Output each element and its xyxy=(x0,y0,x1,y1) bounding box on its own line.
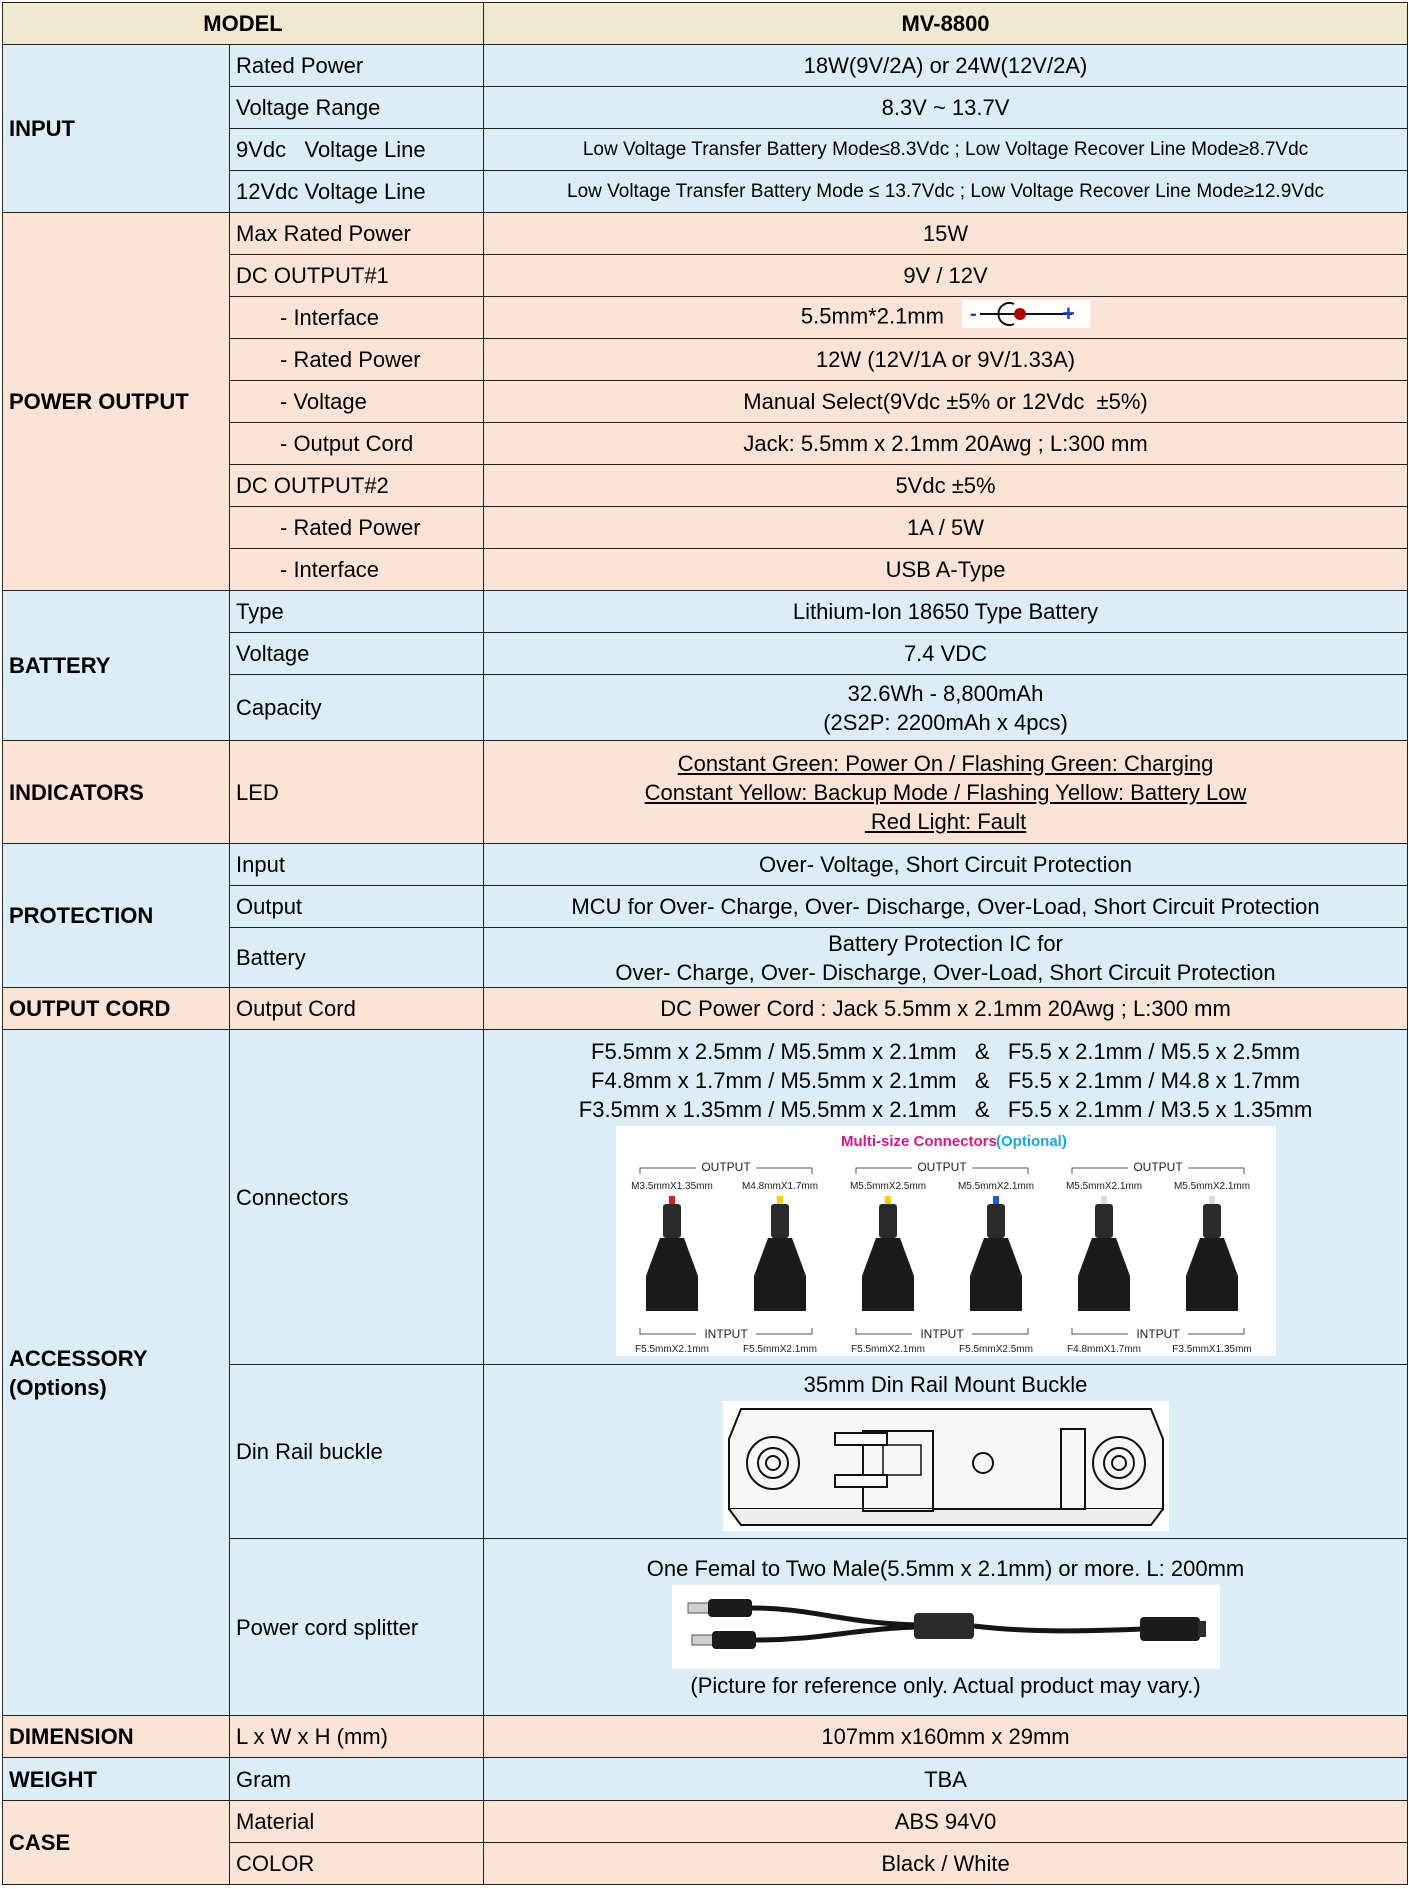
row-value: 15W xyxy=(484,213,1408,255)
connector-base-label: F3.5mmX1.35mm xyxy=(1171,1343,1252,1355)
input-label: INTPUT xyxy=(919,1326,964,1341)
table-row xyxy=(3,1758,1408,1801)
row-value: USB A-Type xyxy=(484,549,1408,591)
category-case: CASE xyxy=(3,1801,230,1885)
input-label: INTPUT xyxy=(1135,1326,1180,1341)
row-key: Output xyxy=(230,886,484,928)
row-value xyxy=(484,1365,1408,1539)
row-value: 18W(9V/2A) or 24W(12V/2A) xyxy=(484,45,1408,87)
row-key: 12Vdc Voltage Line xyxy=(230,171,484,213)
row-value: Over- Voltage, Short Circuit Protection xyxy=(484,844,1408,886)
category-indicators: INDICATORS xyxy=(3,741,230,844)
connector-body xyxy=(1095,1204,1113,1238)
row-key: L x W x H (mm) xyxy=(230,1716,484,1758)
row-key: Connectors xyxy=(230,1030,484,1365)
row-value: 7.4 VDC xyxy=(484,633,1408,675)
splitter-caption: One Femal to Two Male(5.5mm x 2.1mm) or more. L: 200mm xyxy=(646,1556,1245,1581)
model-value: MV-8800 xyxy=(484,3,1408,45)
connector-tip-label: M5.5mmX2.1mm xyxy=(1173,1180,1250,1192)
table-row xyxy=(3,1801,1408,1843)
output-label: OUTPUT xyxy=(1132,1159,1183,1174)
row-key: Din Rail buckle xyxy=(230,1365,484,1539)
category-protection: PROTECTION xyxy=(3,844,230,988)
category-power-output: POWER OUTPUT xyxy=(3,213,230,591)
din-rail-buckle-image xyxy=(723,1401,1169,1531)
row-key: Gram xyxy=(230,1758,484,1801)
row-key: Type xyxy=(230,591,484,633)
category-weight: WEIGHT xyxy=(3,1758,230,1801)
connector-body xyxy=(987,1204,1005,1238)
row-value xyxy=(484,675,1408,741)
row-key: Max Rated Power xyxy=(230,213,484,255)
row-value xyxy=(484,297,1408,339)
row-value: 5Vdc ±5% xyxy=(484,465,1408,507)
multi-size-connectors-image xyxy=(616,1126,1276,1356)
svg-text:+: + xyxy=(1062,301,1075,326)
connector-body xyxy=(663,1204,681,1238)
table-row xyxy=(3,1030,1408,1365)
row-value: Low Voltage Transfer Battery Mode≤8.3Vdc ; Low Voltage Recover Line Mode≥8.7Vdc xyxy=(484,129,1408,171)
row-key: Rated Power xyxy=(230,45,484,87)
led-line: Constant Yellow: Backup Mode / Flashing Yellow: Battery Low xyxy=(644,779,1247,805)
row-value xyxy=(484,1539,1408,1716)
connector-tip-label: M5.5mmX2.1mm xyxy=(1065,1180,1142,1192)
row-key: - Output Cord xyxy=(230,423,484,465)
category-dimension: DIMENSION xyxy=(3,1716,230,1758)
row-key: Output Cord xyxy=(230,988,484,1030)
table-row xyxy=(3,988,1408,1030)
row-key: Battery xyxy=(230,928,484,988)
connector-base-label: F5.5mmX2.5mm xyxy=(958,1343,1033,1355)
connector-body xyxy=(1203,1204,1221,1238)
led-line: Constant Green: Power On / Flashing Green: Charging xyxy=(677,750,1214,776)
connector-body xyxy=(771,1204,789,1238)
row-value: MCU for Over- Charge, Over- Discharge, Over-Load, Short Circuit Protection xyxy=(484,886,1408,928)
row-key: 9Vdc Voltage Line xyxy=(230,129,484,171)
category-battery: BATTERY xyxy=(3,591,230,741)
model-label: MODEL xyxy=(3,3,484,45)
output-label: OUTPUT xyxy=(700,1159,751,1174)
row-key: COLOR xyxy=(230,1843,484,1885)
connector-line: F4.8mm x 1.7mm / M5.5mm x 2.1mm & F5.5 x 2.1mm / M4.8 x 1.7mm xyxy=(591,1067,1301,1093)
connector-tip-label: M4.8mmX1.7mm xyxy=(741,1180,818,1192)
spec-table xyxy=(2,2,1408,1885)
connector-base-label: F4.8mmX1.7mm xyxy=(1066,1343,1141,1355)
row-value: DC Power Cord : Jack 5.5mm x 2.1mm 20Awg ; L:300 mm xyxy=(484,988,1408,1030)
connector-tip-label: M5.5mmX2.5mm xyxy=(849,1180,926,1192)
accessory-label: ACCESSORY xyxy=(9,1345,148,1371)
row-value: 9V / 12V xyxy=(484,255,1408,297)
din-rail-caption: 35mm Din Rail Mount Buckle xyxy=(803,1372,1088,1397)
row-key: - Interface xyxy=(230,297,484,339)
table-row xyxy=(3,844,1408,886)
row-value: Low Voltage Transfer Battery Mode ≤ 13.7Vdc ; Low Voltage Recover Line Mode≥12.9Vdc xyxy=(484,171,1408,213)
dc-polarity-icon xyxy=(962,300,1090,335)
category-accessory xyxy=(3,1030,230,1716)
row-value xyxy=(484,741,1408,844)
row-key: Power cord splitter xyxy=(230,1539,484,1716)
output-label: OUTPUT xyxy=(916,1159,967,1174)
table-row xyxy=(3,591,1408,633)
input-label: INTPUT xyxy=(703,1326,748,1341)
table-row xyxy=(3,213,1408,255)
row-value xyxy=(484,1030,1408,1365)
connector-base-label: F5.5mmX2.1mm xyxy=(634,1343,709,1355)
table-row xyxy=(3,1716,1408,1758)
led-line: Red Light: Fault xyxy=(864,808,1027,834)
row-value: ABS 94V0 xyxy=(484,1801,1408,1843)
accessory-sublabel: (Options) xyxy=(9,1374,107,1400)
row-key: DC OUTPUT#2 xyxy=(230,465,484,507)
row-value: Black / White xyxy=(484,1843,1408,1885)
row-value: Lithium-Ion 18650 Type Battery xyxy=(484,591,1408,633)
category-input: INPUT xyxy=(3,45,230,213)
row-key: Input xyxy=(230,844,484,886)
row-key: Capacity xyxy=(230,675,484,741)
connector-tip-label: M3.5mmX1.35mm xyxy=(630,1180,713,1192)
header-row xyxy=(3,3,1408,45)
connector-line: F5.5mm x 2.5mm / M5.5mm x 2.1mm & F5.5 x 2.1mm / M5.5 x 2.5mm xyxy=(591,1038,1301,1064)
row-key: - Rated Power xyxy=(230,507,484,549)
row-key: - Interface xyxy=(230,549,484,591)
row-key: Material xyxy=(230,1801,484,1843)
row-value: 107mm x160mm x 29mm xyxy=(484,1716,1408,1758)
row-value: TBA xyxy=(484,1758,1408,1801)
capacity-line: (2S2P: 2200mAh x 4pcs) xyxy=(823,709,1068,735)
capacity-line: 32.6Wh - 8,800mAh xyxy=(847,680,1044,706)
row-key: - Rated Power xyxy=(230,339,484,381)
row-key: Voltage xyxy=(230,633,484,675)
row-key: DC OUTPUT#1 xyxy=(230,255,484,297)
row-key: LED xyxy=(230,741,484,844)
svg-text:-: - xyxy=(970,303,977,325)
protection-line: Over- Charge, Over- Discharge, Over-Load, Short Circuit Protection xyxy=(615,959,1276,985)
row-key: Voltage Range xyxy=(230,87,484,129)
row-value: Jack: 5.5mm x 2.1mm 20Awg ; L:300 mm xyxy=(484,423,1408,465)
row-key: - Voltage xyxy=(230,381,484,423)
table-row xyxy=(3,45,1408,87)
connector-body xyxy=(879,1204,897,1238)
connector-line: F3.5mm x 1.35mm / M5.5mm x 2.1mm & F5.5 x 2.1mm / M3.5 x 1.35mm xyxy=(578,1096,1313,1122)
row-value: 1A / 5W xyxy=(484,507,1408,549)
connector-base-label: F5.5mmX2.1mm xyxy=(850,1343,925,1355)
protection-line: Battery Protection IC for xyxy=(828,930,1063,956)
connector-base-label: F5.5mmX2.1mm xyxy=(742,1343,817,1355)
connectors-image-title: Multi-size Connectors xyxy=(840,1132,997,1150)
power-cord-splitter-image xyxy=(672,1585,1220,1669)
table-row xyxy=(3,741,1408,844)
category-output-cord: OUTPUT CORD xyxy=(3,988,230,1030)
connector-tip-label: M5.5mmX2.1mm xyxy=(957,1180,1034,1192)
row-value: 8.3V ~ 13.7V xyxy=(484,87,1408,129)
row-value: Manual Select(9Vdc ±5% or 12Vdc ±5%) xyxy=(484,381,1408,423)
row-value xyxy=(484,928,1408,988)
interface-value: 5.5mm*2.1mm xyxy=(800,303,944,329)
row-value: 12W (12V/1A or 9V/1.33A) xyxy=(484,339,1408,381)
connectors-image-optional: (Optional) xyxy=(995,1132,1067,1150)
splitter-note: (Picture for reference only. Actual product may vary.) xyxy=(690,1673,1201,1698)
